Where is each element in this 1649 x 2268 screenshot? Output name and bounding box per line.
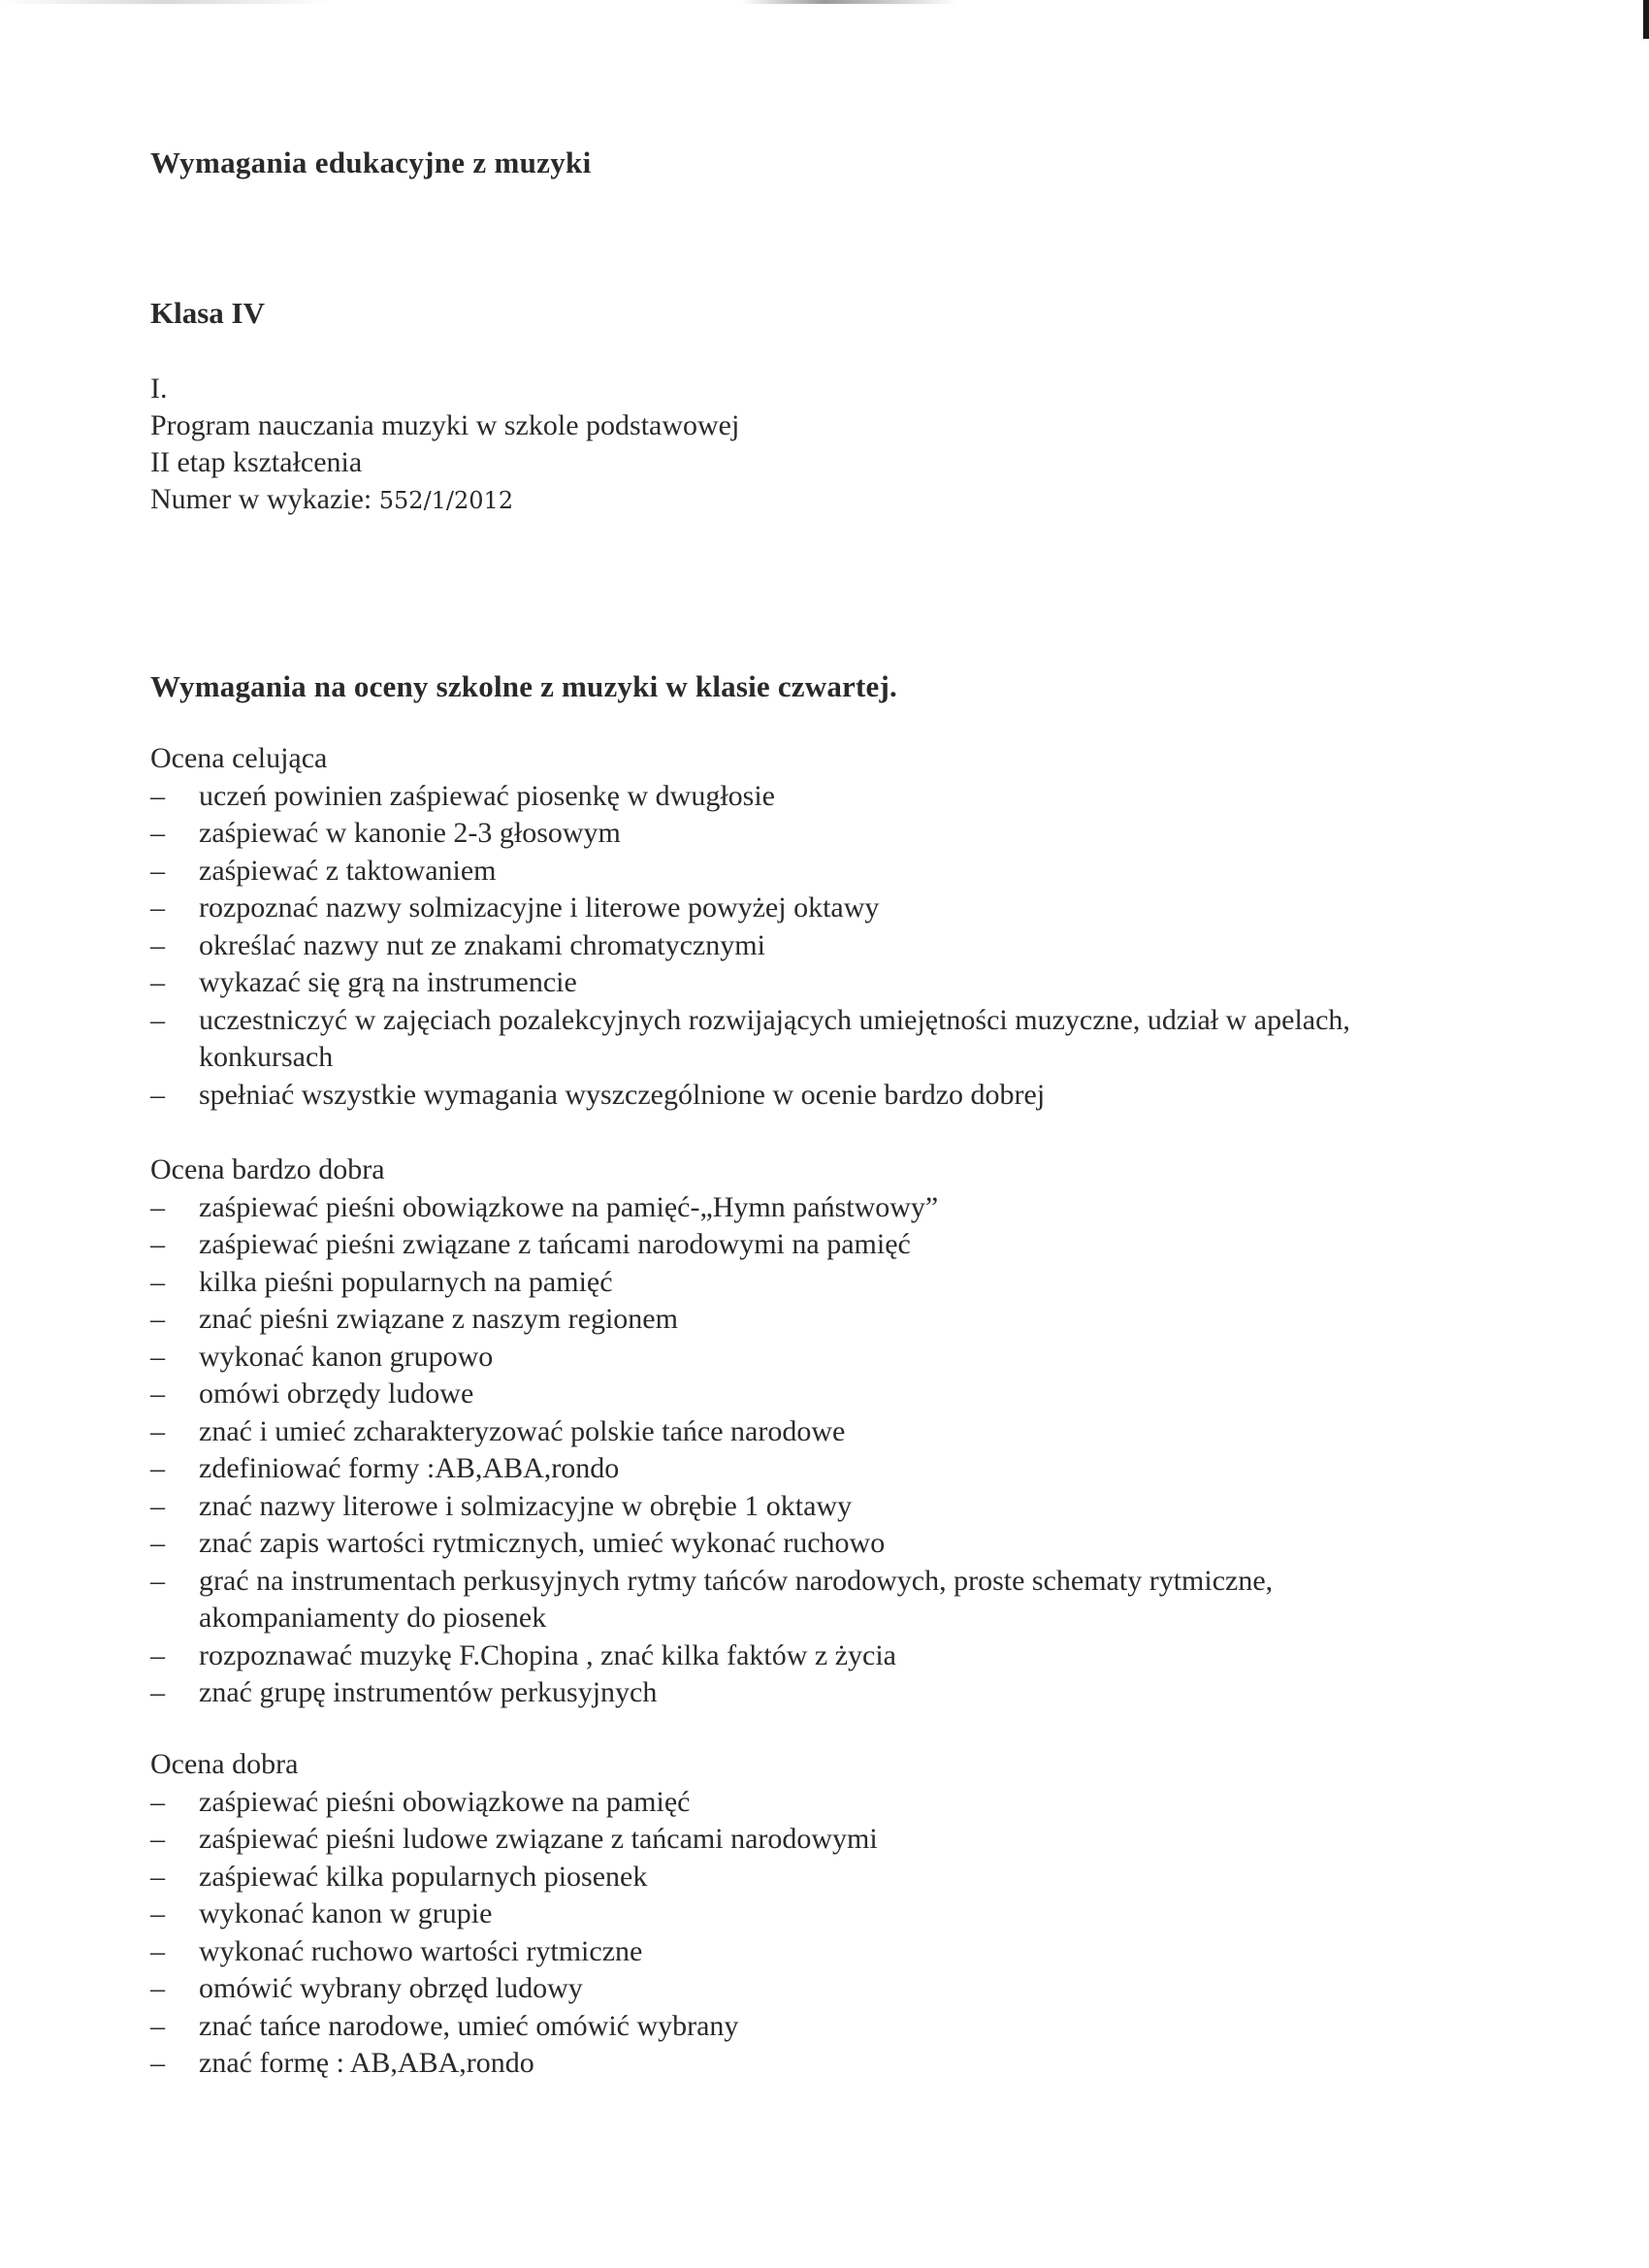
dash-bullet: – <box>150 1638 165 1671</box>
dash-bullet: – <box>150 1527 165 1559</box>
list-item <box>150 1264 1440 1302</box>
list-item <box>150 1970 1440 2008</box>
program-line2: II etap kształcenia <box>150 446 363 478</box>
requirements-list <box>150 778 1440 1115</box>
program-number-value: 552/1/2012 <box>378 487 514 514</box>
list-item-text: określać nazwy nut ze znakami chromatycznymi <box>199 928 765 961</box>
list-item-text: zaśpiewać z taktowaniem <box>199 854 497 887</box>
list-item-text: znać zapis wartości rytmicznych, umieć wykonać ruchowo <box>199 1527 886 1559</box>
dash-bullet: – <box>150 1265 165 1298</box>
dash-bullet: – <box>150 854 165 887</box>
requirements-list <box>150 1784 1440 2083</box>
dash-bullet: – <box>150 1078 165 1111</box>
list-item <box>150 1077 1440 1115</box>
list-item-text: omówić wybrany obrzęd ludowy <box>199 1972 583 2004</box>
dash-bullet: – <box>150 928 165 961</box>
list-item <box>150 1450 1440 1488</box>
requirements-heading: Wymagania na oceny szkolne z muzyki w klasie czwartej. <box>150 669 897 703</box>
list-item-text: zaśpiewać w kanonie 2-3 głosowym <box>199 817 621 849</box>
grade-section-bardzo-dobra <box>150 1151 1440 1712</box>
list-item-text: zdefiniować formy :AB,ABA,rondo <box>199 1452 620 1484</box>
dash-bullet: – <box>150 1564 165 1597</box>
dash-bullet: – <box>150 1489 165 1522</box>
list-item <box>150 1002 1440 1077</box>
list-item <box>150 1376 1440 1413</box>
list-item-text: zaśpiewać pieśni ludowe związane z tańcami narodowymi <box>199 1823 878 1855</box>
list-item <box>150 1784 1440 1822</box>
grade-label: Ocena bardzo dobra <box>150 1153 385 1185</box>
program-info <box>150 371 739 519</box>
dash-bullet: – <box>150 1860 165 1893</box>
grade-section-dobra <box>150 1746 1440 2083</box>
list-item-text: omówi obrzędy ludowe <box>199 1377 474 1409</box>
dash-bullet: – <box>150 1228 165 1260</box>
list-item-text: uczestniczyć w zajęciach pozalekcyjnych rozwijających umiejętności muzyczne, udział w apelach, konkursach <box>199 1003 1350 1073</box>
dash-bullet: – <box>150 1414 165 1447</box>
list-item-text: wykazać się grą na instrumencie <box>199 966 577 998</box>
list-item <box>150 1413 1440 1451</box>
dash-bullet: – <box>150 1897 165 1929</box>
dash-bullet: – <box>150 1340 165 1373</box>
list-item <box>150 964 1440 1002</box>
grade-label: Ocena dobra <box>150 1748 299 1780</box>
list-item-text: znać nazwy literowe i solmizacyjne w obrębie 1 oktawy <box>199 1489 853 1522</box>
list-item-text: uczeń powinien zaśpiewać piosenkę w dwugłosie <box>199 779 775 812</box>
list-item <box>150 1563 1440 1637</box>
list-item-text: spełniać wszystkie wymagania wyszczególnione w ocenie bardzo dobrej <box>199 1078 1046 1111</box>
dash-bullet: – <box>150 2047 165 2079</box>
list-item-text: znać tańce narodowe, umieć omówić wybrany <box>199 2009 739 2042</box>
dash-bullet: – <box>150 817 165 849</box>
list-item <box>150 927 1440 965</box>
list-item-text: znać grupę instrumentów perkusyjnych <box>199 1676 658 1708</box>
list-item <box>150 1637 1440 1675</box>
list-item-text: znać i umieć zcharakteryzować polskie tańce narodowe <box>199 1414 846 1447</box>
dash-bullet: – <box>150 2009 165 2042</box>
program-number-label: Numer w wykazie: <box>150 483 372 515</box>
class-heading: Klasa IV <box>150 296 265 330</box>
program-number <box>150 481 739 519</box>
list-item <box>150 778 1440 816</box>
dash-bullet: – <box>150 1676 165 1708</box>
list-item <box>150 2045 1440 2083</box>
dash-bullet: – <box>150 1972 165 2004</box>
list-item-text: zaśpiewać pieśni związane z tańcami narodowymi na pamięć <box>199 1228 911 1260</box>
dash-bullet: – <box>150 1003 165 1036</box>
list-item <box>150 1933 1440 1971</box>
dash-bullet: – <box>150 1452 165 1484</box>
list-item-text: grać na instrumentach perkusyjnych rytmy tańców narodowych, proste schematy rytmiczne, akompaniamenty do piosenek <box>199 1564 1274 1634</box>
dash-bullet: – <box>150 1785 165 1818</box>
list-item <box>150 890 1440 927</box>
program-roman: I. <box>150 373 168 405</box>
list-item <box>150 1859 1440 1896</box>
list-item-text: kilka pieśni popularnych na pamięć <box>199 1265 613 1298</box>
requirements-list <box>150 1189 1440 1712</box>
list-item-text: zaśpiewać pieśni obowiązkowe na pamięć-„Hymn państwowy” <box>199 1190 939 1223</box>
list-item <box>150 1821 1440 1859</box>
dash-bullet: – <box>150 891 165 923</box>
document-title: Wymagania edukacyjne z muzyki <box>150 146 592 179</box>
list-item <box>150 1525 1440 1563</box>
dash-bullet: – <box>150 1190 165 1223</box>
list-item-text: wykonać kanon w grupie <box>199 1897 493 1929</box>
list-item <box>150 1674 1440 1712</box>
list-item-text: rozpoznawać muzykę F.Chopina , znać kilka faktów z życia <box>199 1638 896 1671</box>
grade-section-celujaca <box>150 740 1440 1114</box>
list-item <box>150 1301 1440 1339</box>
list-item <box>150 853 1440 891</box>
list-item <box>150 1189 1440 1227</box>
list-item-text: zaśpiewać pieśni obowiązkowe na pamięć <box>199 1785 691 1818</box>
list-item-text: rozpoznać nazwy solmizacyjne i literowe powyżej oktawy <box>199 891 880 923</box>
list-item-text: znać formę : AB,ABA,rondo <box>199 2047 534 2079</box>
dash-bullet: – <box>150 966 165 998</box>
list-item-text: wykonać ruchowo wartości rytmiczne <box>199 1934 643 1967</box>
dash-bullet: – <box>150 779 165 812</box>
program-line1: Program nauczania muzyki w szkole podstawowej <box>150 409 740 441</box>
list-item <box>150 1226 1440 1264</box>
dash-bullet: – <box>150 1303 165 1335</box>
list-item-text: zaśpiewać kilka popularnych piosenek <box>199 1860 648 1893</box>
list-item <box>150 1488 1440 1526</box>
list-item <box>150 1895 1440 1933</box>
list-item <box>150 2008 1440 2046</box>
list-item-text: wykonać kanon grupowo <box>199 1340 494 1373</box>
grade-label: Ocena celująca <box>150 742 328 774</box>
dash-bullet: – <box>150 1823 165 1855</box>
list-item-text: znać pieśni związane z naszym regionem <box>199 1303 678 1335</box>
list-item <box>150 1339 1440 1377</box>
dash-bullet: – <box>150 1934 165 1967</box>
list-item <box>150 815 1440 853</box>
dash-bullet: – <box>150 1377 165 1409</box>
